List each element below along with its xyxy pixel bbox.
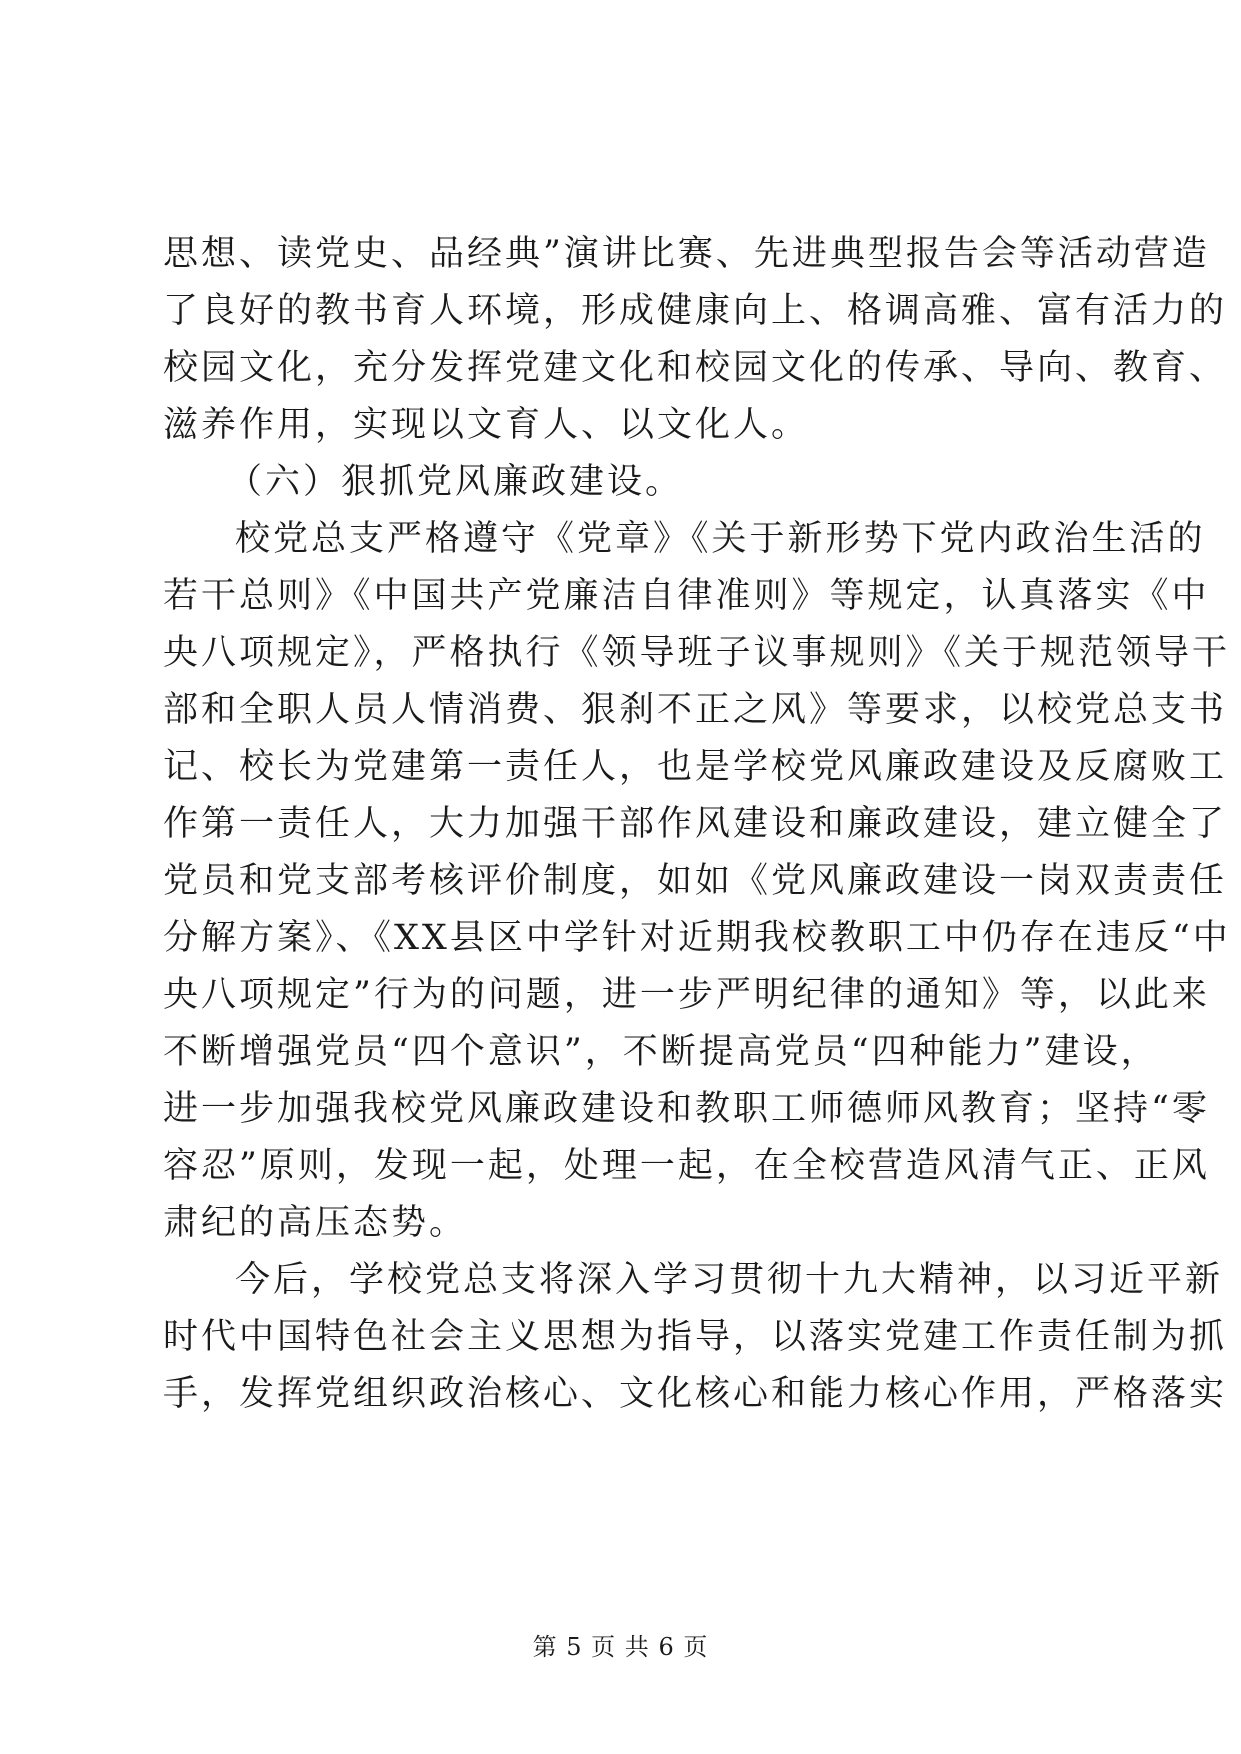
text-line: 容忍”原则，发现一起，处理一起，在全校营造风清气正、正风 [163, 1146, 1210, 1186]
text-line: 分解方案》、《XX县区中学针对近期我校教职工中仍存在违反“中 [163, 918, 1231, 958]
text-line: 党员和党支部考核评价制度，如如《党风廉政建设一岗双责责任 [163, 861, 1228, 901]
section-heading: （六）狠抓党风廉政建设。 [227, 462, 684, 502]
document-body [163, 226, 1231, 1423]
paragraph-first-line: 今后，学校党总支将深入学习贯彻十九大精神，以习近平新 [235, 1260, 1224, 1300]
text-line: 央八项规定》，严格执行《领导班子议事规则》《关于规范领导干 [163, 633, 1231, 673]
text-line: 不断增强党员“四个意识”，不断提高党员“四种能力”建设， [163, 1032, 1159, 1072]
paragraph-first-line: 校党总支严格遵守《党章》《关于新形势下党内政治生活的 [235, 519, 1206, 559]
text-line: 手，发挥党组织政治核心、文化核心和能力核心作用，严格落实 [163, 1374, 1228, 1414]
text-line: 思想、读党史、品经典”演讲比赛、先进典型报告会等活动营造 [163, 234, 1210, 274]
text-line: 滋养作用，实现以文育人、以文化人。 [163, 405, 810, 445]
text-line: 校园文化，充分发挥党建文化和校园文化的传承、导向、教育、 [163, 348, 1228, 388]
text-line: 若干总则》《中国共产党廉洁自律准则》等规定，认真落实《中 [163, 576, 1210, 616]
text-line: 作第一责任人，大力加强干部作风建设和廉政建设，建立健全了 [163, 804, 1228, 844]
text-line: 进一步加强我校党风廉政建设和教职工师德师风教育；坚持“零 [163, 1089, 1210, 1129]
text-line: 央八项规定”行为的问题，进一步严明纪律的通知》等，以此来 [163, 975, 1210, 1015]
text-line: 记、校长为党建第一责任人，也是学校党风廉政建设及反腐败工 [163, 747, 1228, 787]
text-line: 时代中国特色社会主义思想为指导，以落实党建工作责任制为抓 [163, 1317, 1228, 1357]
text-line: 部和全职人员人情消费、狠刹不正之风》等要求，以校党总支书 [163, 690, 1228, 730]
text-line: 肃纪的高压态势。 [163, 1203, 468, 1243]
page-number-footer: 第 5 页 共 6 页 [532, 1633, 709, 1661]
text-line: 了良好的教书育人环境，形成健康向上、格调高雅、富有活力的 [163, 291, 1228, 331]
